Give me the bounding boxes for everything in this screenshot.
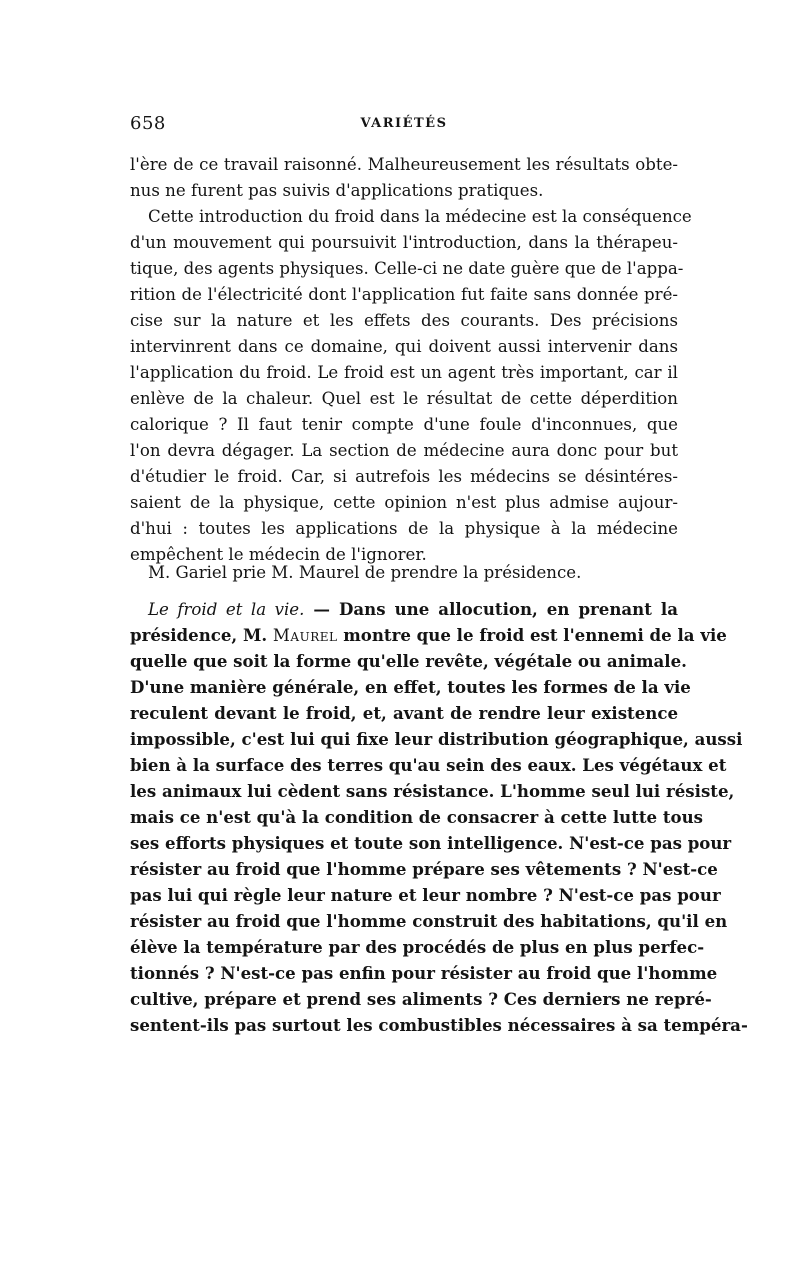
text-line: rition de l'électricité dont l'application fut faite sans donnée pré- (130, 285, 678, 304)
section-title: VARIÉTÉS (360, 116, 448, 131)
paragraph-introduction-du-froid (130, 152, 692, 568)
text-span: présidence, M. (130, 625, 273, 645)
text-span: Dans une allocution, en prenant la (339, 599, 678, 619)
text-line: enlève de la chaleur. Quel est le résultat de cette déperdition (130, 389, 678, 408)
text-line: tique, des agents physiques. Celle-ci ne date guère que de l'appa- (130, 259, 684, 278)
text-line: saient de la physique, cette opinion n'est plus admise aujour- (130, 493, 678, 512)
text-line: d'étudier le froid. Car, si autrefois les médecins se désintéres- (130, 467, 678, 486)
text-line: l'application du froid. Le froid est un agent très important, car il (130, 363, 678, 382)
text-line: Cette introduction du froid dans la médecine est la conséquence (148, 207, 692, 226)
page-number: 658 (130, 113, 166, 134)
text-line: élève la température par des procédés de plus en plus perfec- (130, 937, 705, 957)
speaker-name: Maurel (272, 626, 338, 645)
text-line: d'un mouvement qui poursuivit l'introduction, dans la thérapeu- (130, 233, 678, 252)
section-heading: Le froid et la vie. (148, 600, 305, 619)
text-line: reculent devant le froid, et, avant de rendre leur existence (130, 703, 678, 723)
text-line: intervinrent dans ce domaine, qui doivent aussi intervenir dans (130, 337, 678, 356)
paragraph-presidence (130, 560, 678, 586)
paragraph-le-froid-et-la-vie (130, 596, 748, 1038)
text-line: tionnés ? N'est-ce pas enfin pour résister au froid que l'homme (130, 963, 718, 983)
text-line: l'on devra dégager. La section de médecine aura donc pour but (130, 441, 678, 460)
text-line: ses efforts physiques et toute son intelligence. N'est-ce pas pour (130, 833, 732, 853)
em-dash: — (304, 599, 340, 619)
text-line: impossible, c'est lui qui fixe leur distribution géographique, aussi (130, 729, 743, 749)
text-line: sentent-ils pas surtout les combustibles nécessaires à sa tempéra- (130, 1015, 748, 1035)
text-line: cise sur la nature et les effets des courants. Des précisions (130, 311, 678, 330)
text-line: pas lui qui règle leur nature et leur nombre ? N'est-ce pas pour (130, 885, 721, 905)
text-line: résister au froid que l'homme prépare ses vêtements ? N'est-ce (130, 859, 718, 879)
text-line: résister au froid que l'homme construit des habitations, qu'il en (130, 911, 728, 931)
text-line (130, 622, 727, 648)
text-line: les animaux lui cèdent sans résistance. L'homme seul lui résiste, (130, 781, 735, 801)
running-head (130, 113, 678, 137)
text-line: d'hui : toutes les applications de la physique à la médecine (130, 519, 678, 538)
text-line: calorique ? Il faut tenir compte d'une foule d'inconnues, que (130, 415, 678, 434)
text-line: cultive, prépare et prend ses aliments ? Ces derniers ne repré- (130, 989, 712, 1009)
text-span: montre que le froid est l'ennemi de la vie (337, 625, 727, 645)
text-line: l'ère de ce travail raisonné. Malheureusement les résultats obte- (130, 155, 678, 174)
text-line: bien à la surface des terres qu'au sein des eaux. Les végétaux et (130, 755, 727, 775)
text-line: nus ne furent pas suivis d'applications pratiques. (130, 181, 544, 200)
text-line: M. Gariel prie M. Maurel de prendre la présidence. (148, 563, 582, 582)
text-line: mais ce n'est qu'à la condition de consacrer à cette lutte tous (130, 807, 704, 827)
text-line: D'une manière générale, en effet, toutes les formes de la vie (130, 677, 691, 697)
text-line: empêchent le médecin de l'ignorer. (130, 545, 427, 564)
text-line: quelle que soit la forme qu'elle revête, végétale ou animale. (130, 651, 687, 671)
text-line (130, 596, 678, 622)
